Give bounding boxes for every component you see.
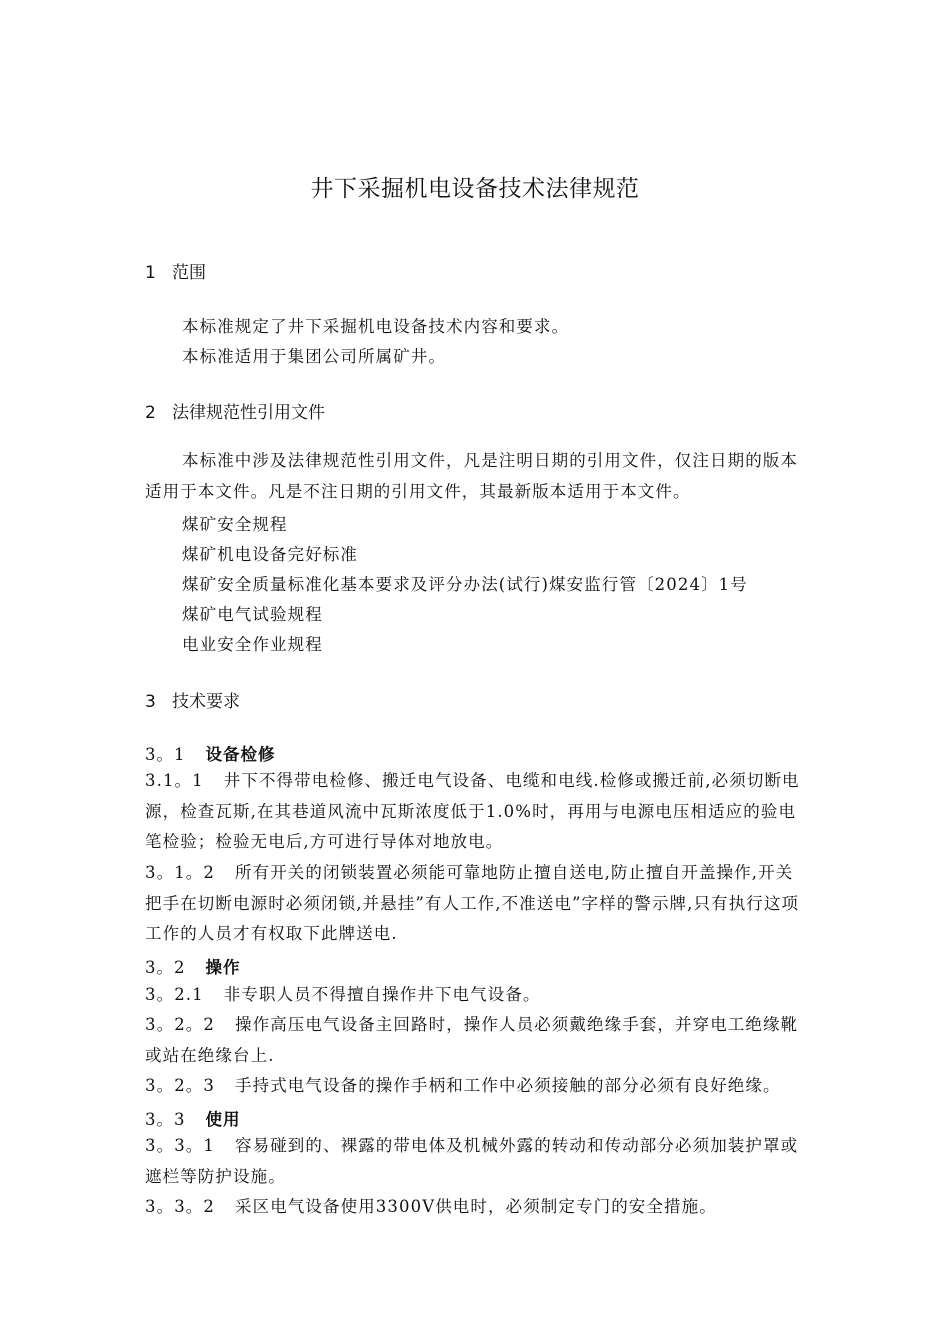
paragraph: 本标准中涉及法律规范性引用文件，凡是注明日期的引用文件，仅注日期的版本适用于本文件。凡是不注日期的引用文件，其最新版本适用于本文件。 <box>145 451 798 501</box>
clause <box>145 980 810 1011</box>
clause-number: 3。2.1 <box>145 985 204 1004</box>
reference-item: 煤矿安全规程 <box>182 515 288 534</box>
section-number: 2 <box>145 403 156 423</box>
clause <box>145 1131 810 1192</box>
subsection-title: 设备检修 <box>205 745 276 764</box>
clause <box>145 766 810 858</box>
section-number: 1 <box>145 263 156 283</box>
clause-number: 3。2。2 <box>145 1015 215 1034</box>
reference-item: 煤矿安全质量标准化基本要求及评分办法(试行)煤安监行管〔2024〕1号 <box>182 575 748 594</box>
clause-text: 采区电气设备使用3300V供电时，必须制定专门的安全措施。 <box>235 1197 717 1216</box>
section-1-heading <box>145 258 206 283</box>
clause-number: 3。2。3 <box>145 1076 215 1095</box>
clause-text: 手持式电气设备的操作手柄和工作中必须接触的部分必须有良好绝缘。 <box>235 1076 781 1095</box>
section-number: 3 <box>145 692 156 712</box>
clause-text: 容易碰到的、裸露的带电体及机械外露的转动和传动部分必须加装护罩或遮栏等防护设施。 <box>145 1136 799 1186</box>
clause-number: 3.1。1 <box>145 771 204 790</box>
clause-number: 3。3。2 <box>145 1197 215 1216</box>
subsection-heading <box>145 1106 241 1130</box>
clause <box>145 1192 810 1223</box>
subsection-heading <box>145 954 241 978</box>
subsection-heading <box>145 741 276 765</box>
section-2-heading <box>145 398 325 423</box>
paragraph: 本标准规定了井下采掘机电设备技术内容和要求。 <box>182 317 570 336</box>
reference-item: 电业安全作业规程 <box>182 635 323 654</box>
clause-number: 3。3。1 <box>145 1136 215 1155</box>
clause-text: 井下不得带电检修、搬迁电气设备、电缆和电线.检修或搬迁前,必须切断电源，检查瓦斯,在其巷道风流中瓦斯浓度低于1.0%时，再用与电源电压相适应的验电笔检验；检验无电后,方可进行导体对地放电。 <box>145 771 800 851</box>
reference-item: 煤矿机电设备完好标准 <box>182 545 358 564</box>
clause-text: 非专职人员不得擅自操作井下电气设备。 <box>223 985 541 1004</box>
paragraph: 本标准适用于集团公司所属矿井。 <box>182 347 446 366</box>
clause <box>145 1071 810 1102</box>
subsection-title: 使用 <box>205 1110 241 1129</box>
clause-text: 操作高压电气设备主回路时，操作人员必须戴绝缘手套，并穿电工绝缘靴或站在绝缘台上. <box>145 1015 799 1065</box>
clause <box>145 858 810 950</box>
section-title: 范围 <box>172 263 206 283</box>
clause-number: 3。1。2 <box>145 863 215 882</box>
document-title: 井下采掘机电设备技术法律规范 <box>310 176 640 202</box>
subsection-number: 3。1 <box>145 745 186 764</box>
clause <box>145 1010 810 1071</box>
subsection-number: 3。3 <box>145 1110 186 1129</box>
reference-item: 煤矿电气试验规程 <box>182 605 323 624</box>
section-title: 法律规范性引用文件 <box>172 403 325 423</box>
subsection-number: 3。2 <box>145 958 186 977</box>
clause-text: 所有开关的闭锁装置必须能可靠地防止擅自送电,防止擅自开盖操作,开关把手在切断电源时必须闭锁,并悬挂”有人工作,不准送电”字样的警示牌,只有执行这项工作的人员才有权取下此牌送电. <box>145 863 800 943</box>
subsection-title: 操作 <box>205 958 241 977</box>
section-3-heading <box>145 687 240 712</box>
section-title: 技术要求 <box>172 692 240 712</box>
